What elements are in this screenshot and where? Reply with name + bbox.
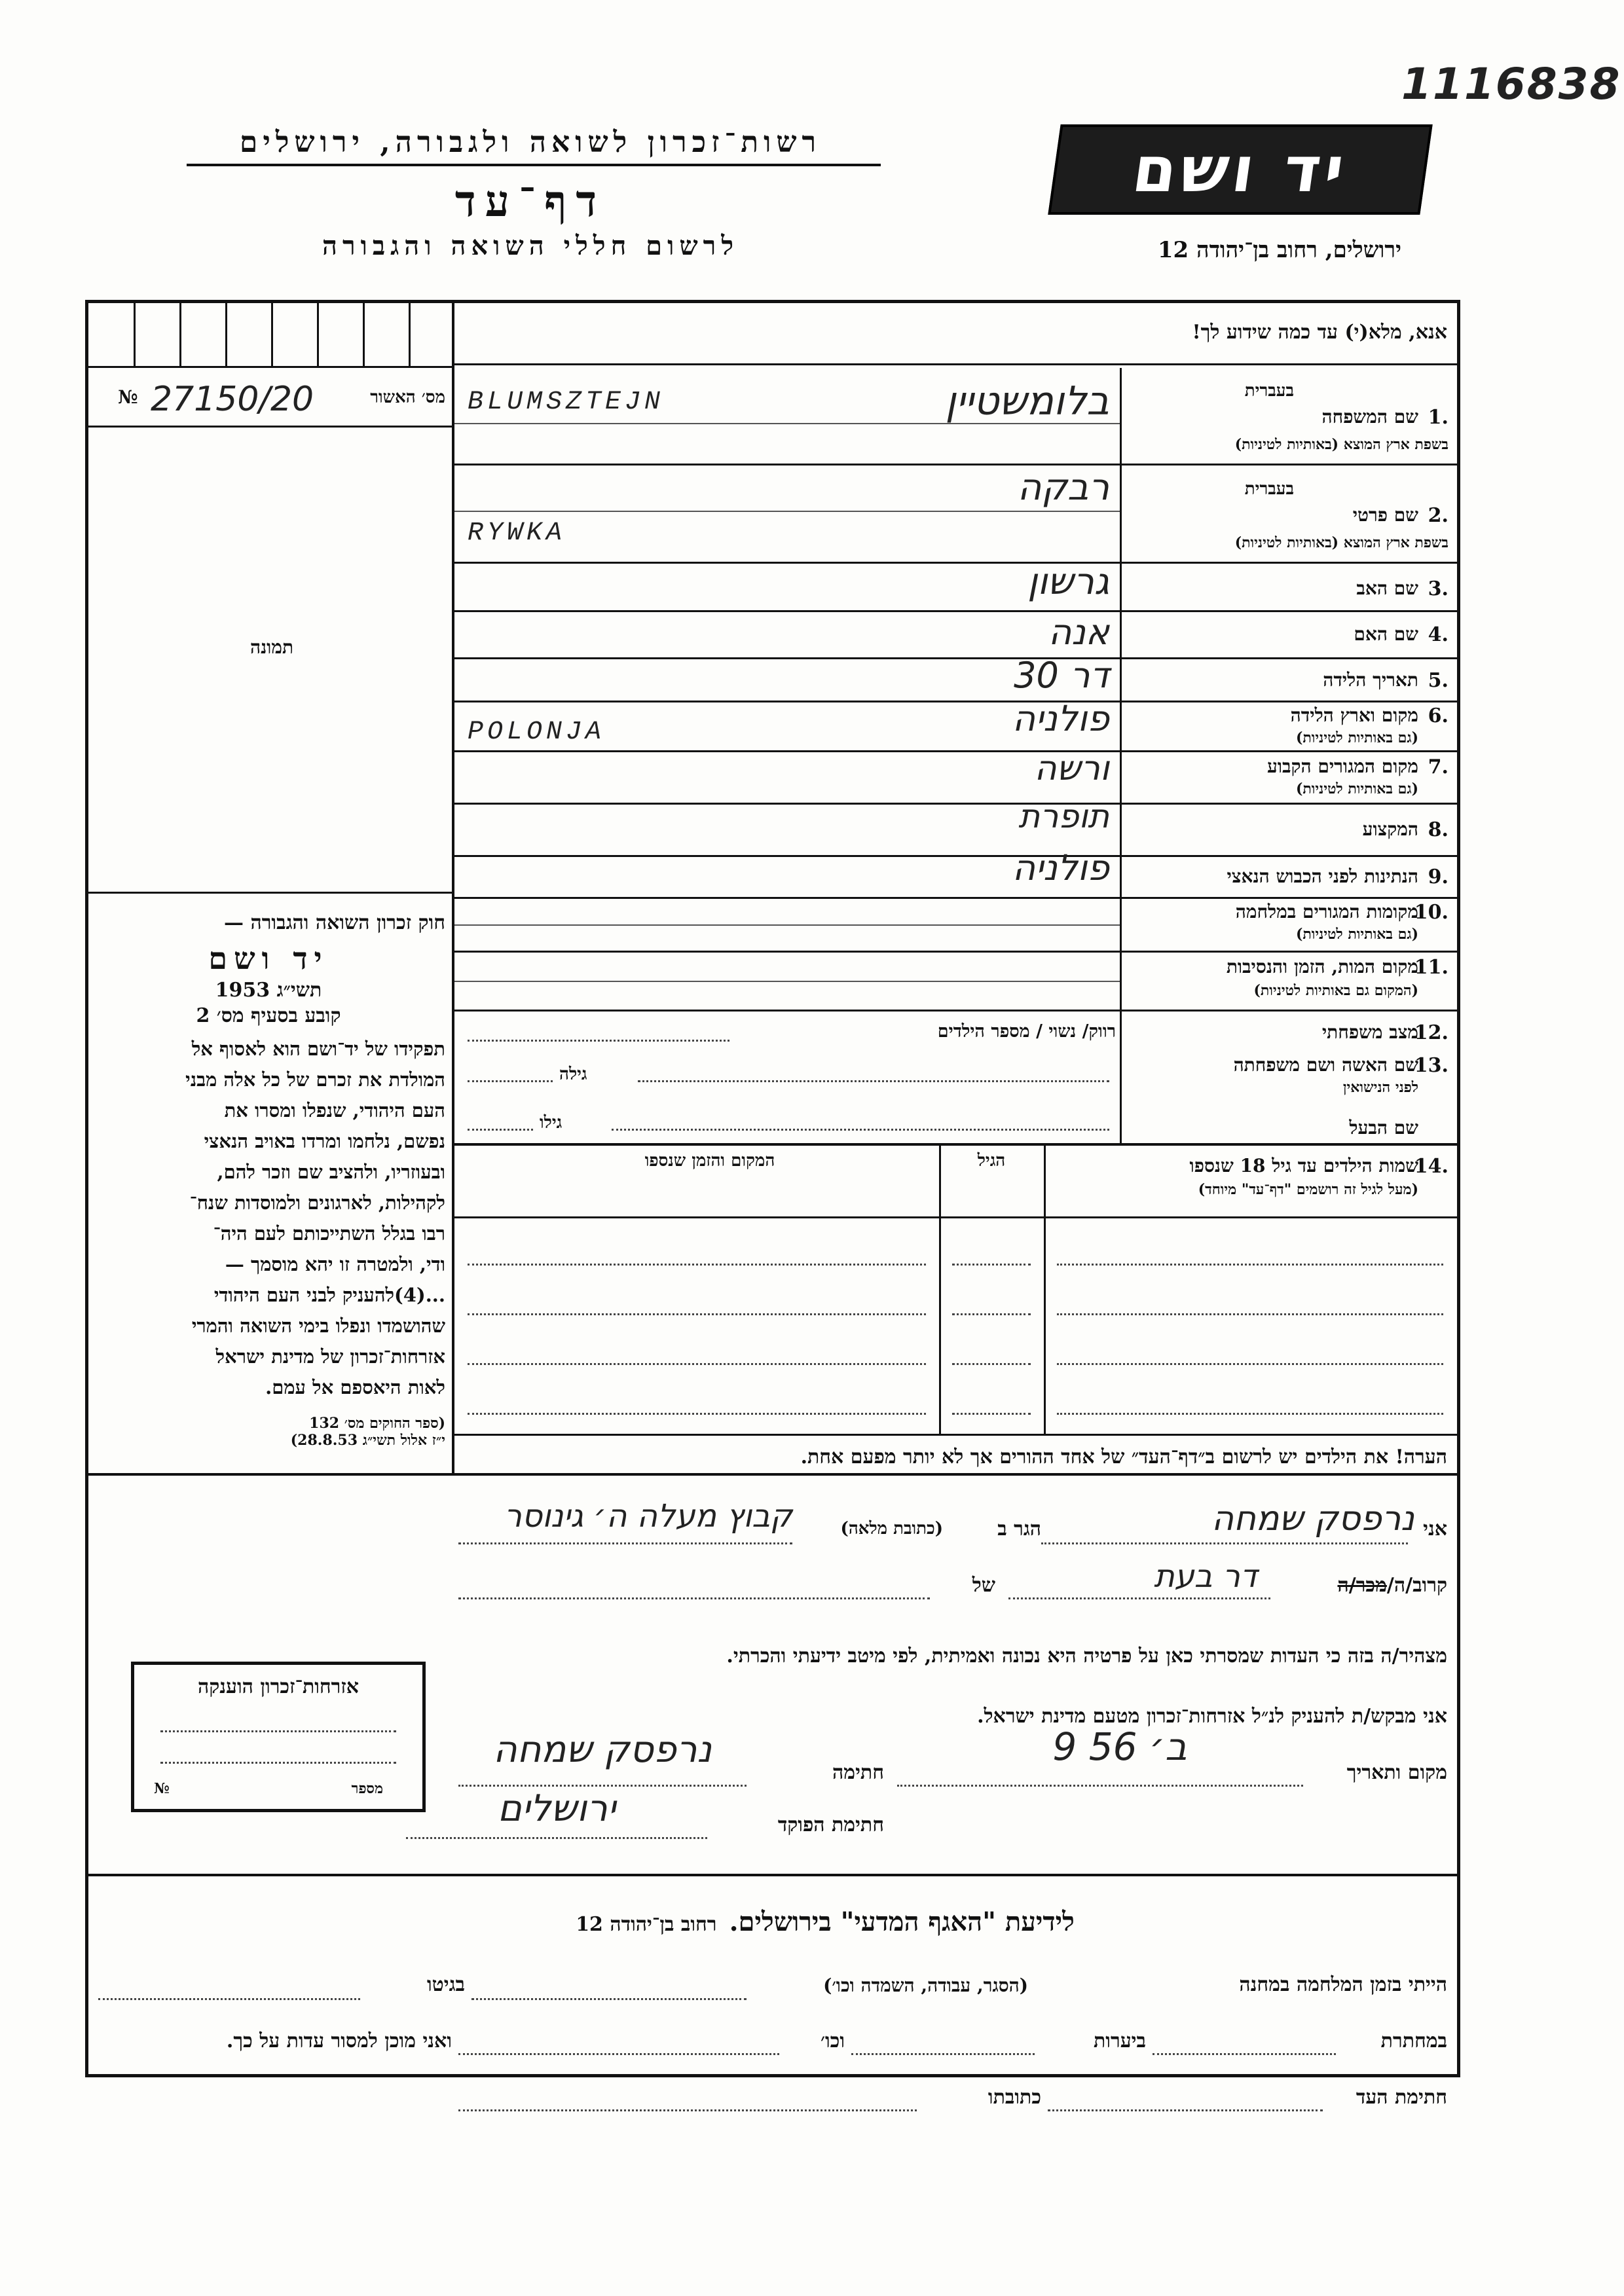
declarant-resides: הגר ב (997, 1518, 1041, 1540)
relation-hw: דר בעת (1154, 1558, 1257, 1595)
certificate-box (131, 1662, 426, 1812)
bottom-divider (88, 1874, 1458, 1876)
death-num: 11. (1414, 956, 1449, 979)
field-row-surname (454, 368, 1458, 466)
wife-age-label: גילה (559, 1065, 587, 1084)
header-underline (187, 164, 881, 166)
death-label: מקום המות, הזמן והנסיבות (1226, 956, 1418, 977)
declarant-name-hw: נרפסק שמחה (1211, 1499, 1414, 1539)
field-row-death (454, 952, 1458, 1011)
archive-number: 1116838 (1401, 59, 1621, 109)
law-text (92, 911, 445, 1449)
declaration-text: מצהיר/ה בזה כי העדות שמסרתי כאן על פרטיה היא נכונה ואמיתית, לפי מיטב ידיעתי והכרתי. (726, 1645, 1447, 1667)
signature-label: חתימה (832, 1761, 884, 1784)
husband-label: שם הבעל (1349, 1117, 1418, 1139)
wartime-residence-num: 10. (1414, 901, 1449, 924)
field-row-mother (454, 611, 1458, 659)
bottom-line3-b: כתובתו (987, 2086, 1041, 2109)
note: הערה! את הילדים יש לרשום ב״דף־העד״ של אחד ההורים אך לא יותר מפעם אחת. (800, 1446, 1447, 1468)
field-row-firstname (454, 466, 1458, 564)
law-ref-2: י״ז אלול תשי״ג 28.8.53) (290, 1432, 445, 1449)
wartime-residence-label: מקומות המגורים במלחמה (1235, 901, 1418, 922)
relation-kin: קרוב/ה (1393, 1574, 1447, 1597)
surname-tag: בעברית (1244, 381, 1294, 401)
law-ref-1: (ספר החוקים מס׳ 132 (309, 1415, 445, 1432)
bottom-line1-c: בגיטו (426, 1973, 465, 1996)
field-row-wartime-residence (454, 898, 1458, 952)
form-title: דף־עד (454, 175, 606, 227)
wartime-residence-sub: (גם באותיות לטיניות) (1295, 926, 1418, 943)
residence-label: מקום המגורים הקבוע (1267, 756, 1418, 777)
firstname-tag: בעברית (1244, 479, 1294, 499)
birthplace-num: 6. (1428, 704, 1449, 727)
approval-divider (88, 426, 452, 428)
marital-options: רווק/ נשוי / מספר הילדים (937, 1021, 1116, 1042)
birthdate-hw: דר 30 (1014, 655, 1109, 696)
bottom-line1-b: (הסגר, עבודה, השמדה וכו׳) (823, 1975, 1028, 1996)
marital-label: מצב משפחתי (1321, 1021, 1418, 1043)
residence-hw: ורשה (1034, 749, 1109, 788)
law-line: המולדת את זכרם של כל אלה מבני (185, 1068, 445, 1091)
profession-label: המקצוע (1362, 818, 1418, 840)
death-sub: (המקום גם באותיות לטיניות) (1253, 982, 1418, 999)
bottom-line2-d: ואני מוכן למסור עדות על כך. (226, 2030, 452, 2052)
law-heading: חוק זכרון השואה והגבורה — (224, 911, 445, 934)
authority-title: רשות־זכרון לשואה ולגבורה, ירושלים (239, 126, 822, 159)
children-col-age: הגיל (977, 1151, 1006, 1171)
bottom-line3-a: חתימת העד (1356, 2086, 1447, 2109)
citizenship-num: 9. (1428, 866, 1449, 888)
declarant-address-label: (כתובת מלאה) (840, 1519, 943, 1539)
birthplace-latin-hw: POLONJA (468, 718, 606, 747)
law-line: אזרחות־זכרון של מדינת ישראל (215, 1345, 445, 1368)
field-row-father (454, 560, 1458, 611)
request-text: אני מבקש/ת להעניק לנ״ל אזרחות־זכרון מטעם מדינת ישראל. (977, 1705, 1447, 1728)
signature-hw: נרפסק שמחה (493, 1728, 712, 1771)
form-subtitle: לרשום חללי השואה והגבורה (322, 230, 739, 261)
father-num: 3. (1428, 577, 1449, 600)
children-num: 14. (1414, 1155, 1449, 1178)
law-line: תפקידו של יד־ושם הוא לאסוף אל (191, 1038, 445, 1060)
instruction-divider (454, 363, 1458, 365)
note-divider-top (454, 1434, 1458, 1436)
field-row-citizenship (454, 847, 1458, 898)
law-line: לאות היאספם אל עמם. (265, 1376, 445, 1398)
law-line: לקהילות, לארגונים ולמוסדות שנח־ (189, 1192, 445, 1214)
header-address: ירושלים, רחוב בן־יהודה 12 (1157, 237, 1401, 263)
law-clause: קובע בסעיף מס׳ 2 (196, 1004, 341, 1027)
relation-acquaintance: מכר/ה (1337, 1574, 1387, 1597)
approval-boxes (88, 302, 452, 368)
yad-vashem-logo (1048, 124, 1432, 215)
bottom-line2-b: ביערות (1093, 2030, 1146, 2052)
citizenship-label: הנתינות לפני הכבוש הנאצי (1227, 866, 1418, 887)
law-line: העם היהודי, שנפלו ומסרו את (224, 1099, 445, 1121)
bottom-title-address: רחוב בן־יהודה 12 (576, 1913, 717, 1936)
declarant-ani: אני (1423, 1518, 1447, 1540)
firstname-label: שם פרטי (1352, 504, 1418, 526)
field-row-marital (454, 1011, 1458, 1051)
profession-num: 8. (1428, 818, 1449, 841)
date-hw: 9 ב׳ 56 (1052, 1724, 1187, 1769)
declarant-address-hw: קבוץ מעלה ה׳ גינוסר (504, 1498, 792, 1535)
bottom-title-main: לידיעת "האגף המדעי" בירושלים. (729, 1906, 1075, 1937)
place-date-label: מקום ותאריך (1346, 1761, 1447, 1784)
law-body (92, 1034, 445, 1403)
mother-label: שם האם (1354, 623, 1418, 645)
law-line: שהושמדו ונפלו בימי השואה והמרי (191, 1315, 445, 1337)
photo-divider (88, 892, 452, 894)
husband-age-label: גילו (540, 1113, 563, 1133)
birthplace-hebrew-hw: פולניה (1012, 698, 1109, 739)
field-row-residence (454, 749, 1458, 804)
bottom-line1-a: הייתי בזמן המלחמה במחנה (1239, 1973, 1447, 1996)
residence-sub: (גם באותיות לטיניות) (1295, 780, 1418, 797)
approval-label: מס׳ האשור (370, 388, 445, 407)
firstname-sub: בשפת ארץ המוצא (באותיות לטיניות) (1234, 534, 1449, 551)
surname-num: 1. (1428, 406, 1449, 429)
note-divider-bottom (88, 1473, 1458, 1476)
mother-hw: אנה (1048, 611, 1109, 653)
bottom-line2-c: וכו׳ (821, 2030, 845, 2052)
spouse-sub: לפני הנישואין (1342, 1079, 1418, 1096)
approval-no-mark: № (118, 386, 138, 408)
residence-num: 7. (1428, 756, 1449, 778)
citizenship-hw: פולניה (1012, 847, 1109, 888)
certificate-title: אזרחות־זכרון הוענקה (197, 1675, 360, 1698)
surname-latin-hw: BLUMSZTEJN (468, 388, 665, 417)
mother-num: 4. (1428, 623, 1449, 646)
bottom-title (458, 1906, 1192, 1937)
birthplace-label: מקום וארץ הלידה (1290, 704, 1418, 726)
children-table (454, 1146, 1458, 1434)
relation-of: של (972, 1574, 995, 1597)
law-line: נפשם, נלחמו ומרדו באויב הנאצי (204, 1130, 445, 1152)
law-year: תשי״ג 1953 (215, 979, 322, 1002)
children-col-place: המקום והזמן שנספו (644, 1151, 775, 1171)
spouse-num: 13. (1414, 1054, 1449, 1077)
instruction: אנא, מלא(י) עד כמה שידוע לך! (1192, 321, 1447, 344)
law-line: ובעוזריו, ולהציב שם וזכר להם, (217, 1161, 445, 1183)
certificate-number-label: מספר (351, 1780, 383, 1797)
law-name: יד ושם (208, 941, 329, 976)
firstname-hebrew-hw: רבקה (1017, 466, 1109, 509)
field-row-spouse (454, 1051, 1458, 1144)
photo-label: תמונה (249, 636, 294, 658)
official-signature-hw: ירושלים (497, 1787, 616, 1830)
spouse-label: שם האשה ושם משפחתה (1233, 1054, 1418, 1076)
surname-hebrew-hw: בלומשטיין (945, 378, 1109, 424)
marital-num: 12. (1414, 1021, 1449, 1044)
bottom-line2-a: במחתרת (1380, 2030, 1447, 2052)
children-sub: (מעל לגיל זה רושמים "דף־עד" מיוחד) (1198, 1181, 1418, 1198)
certificate-no-mark: № (154, 1780, 170, 1797)
law-line: ודי, ולמטרה זו יהא מוסמך — (225, 1253, 445, 1275)
children-label: שמות הילדים עד גיל 18 שנספו (1189, 1155, 1418, 1176)
birthdate-num: 5. (1428, 669, 1449, 692)
declarant-relation: קרוב/ה/מכר/ה (1337, 1574, 1447, 1597)
firstname-num: 2. (1428, 504, 1449, 527)
law-line: ...(4)להעניק לבני העם היהודי (213, 1284, 445, 1306)
approval-number-handwritten: 27150/20 (151, 380, 314, 419)
surname-label: שם המשפחה (1321, 406, 1418, 428)
logo-text: יד ושם (1128, 133, 1353, 206)
father-label: שם האב (1356, 577, 1418, 599)
field-row-birthdate (454, 655, 1458, 702)
birthplace-sub: (גם באותיות לטיניות) (1295, 729, 1418, 746)
official-signature-label: חתימת הפוקד (777, 1813, 884, 1836)
field-row-birthplace (454, 698, 1458, 752)
birthdate-label: תאריך הלידה (1323, 669, 1418, 691)
surname-sub: בשפת ארץ המוצא (באותיות לטיניות) (1234, 436, 1449, 453)
profession-hw: תופרת (1018, 797, 1109, 835)
firstname-latin-hw: RYWKA (468, 519, 566, 548)
father-hw: גרשון (1027, 560, 1109, 603)
law-line: רבו בגלל השתייכותם לעם היה־ (213, 1222, 445, 1245)
